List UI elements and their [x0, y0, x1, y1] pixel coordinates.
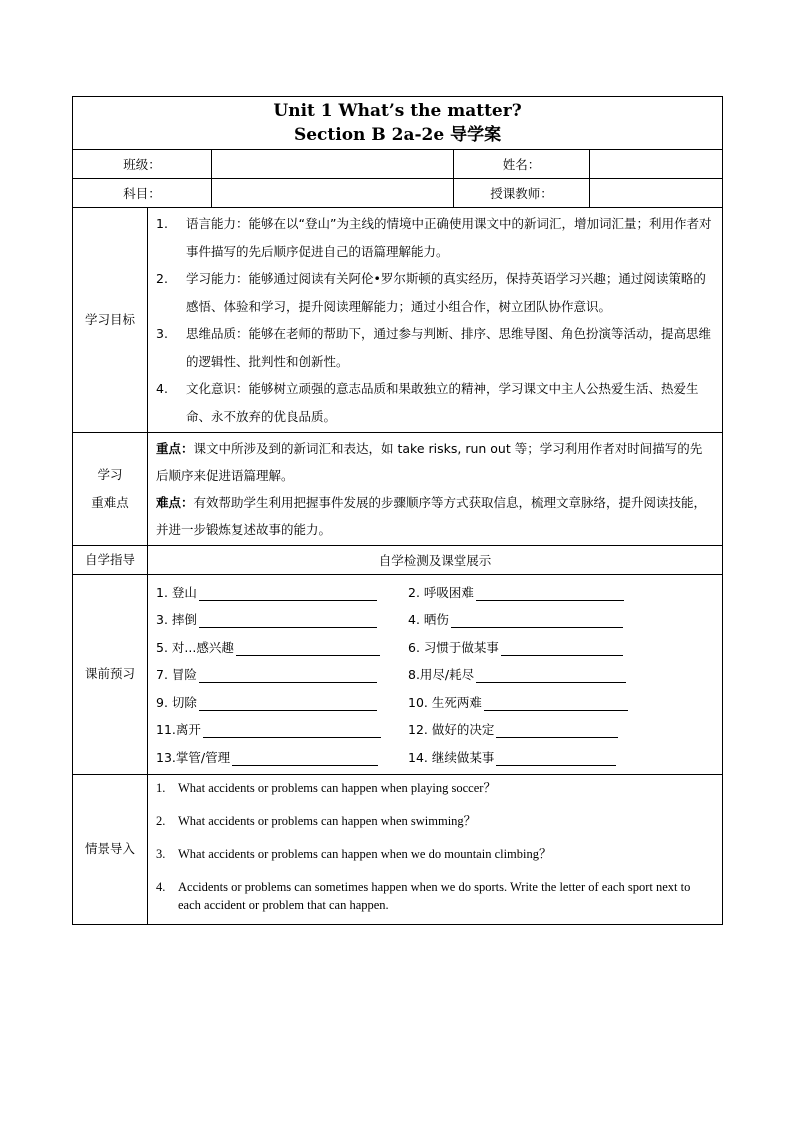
goals-label: 学习目标: [73, 208, 148, 433]
answer-blank[interactable]: [199, 613, 377, 628]
question-number: 3.: [156, 846, 166, 861]
vocab-prompt: 13.掌管/管理: [156, 749, 231, 765]
guide-row: [73, 546, 723, 575]
vocab-item: [408, 665, 660, 688]
question-item: [156, 779, 716, 797]
goal-item: [156, 320, 716, 375]
subject-field[interactable]: [212, 179, 454, 208]
preview-label: 课前预习: [73, 575, 148, 775]
answer-blank[interactable]: [236, 641, 380, 656]
vocab-row: [156, 743, 714, 771]
vocab-item: [156, 693, 408, 716]
key-point-text: 课文中所涉及到的新词汇和表达，如 take risks, run out 等；学习利用作者对时间描写的先后顺序来促进语篇理解。: [156, 441, 703, 483]
vocab-prompt: 4. 晒伤: [408, 612, 449, 627]
goal-number: 3.: [156, 326, 168, 341]
preview-content: [148, 575, 723, 775]
vocab-prompt: 6. 习惯于做某事: [408, 639, 499, 655]
scenario-row: [73, 774, 723, 924]
teacher-label: 授课教师：: [454, 179, 590, 208]
answer-blank[interactable]: [199, 696, 377, 711]
vocab-item: [408, 748, 660, 771]
vocab-prompt: 9. 切除: [156, 694, 197, 710]
guide-label: 自学指导: [73, 546, 148, 575]
vocab-prompt: 14. 继续做某事: [408, 749, 495, 765]
question-text: What accidents or problems can happen when swimming？: [178, 813, 477, 828]
worksheet: [72, 96, 722, 925]
vocab-item: [408, 610, 660, 633]
vocab-item: [408, 638, 660, 661]
difficulty-paragraph: [156, 489, 714, 543]
answer-blank[interactable]: [496, 751, 616, 766]
difficulty-title: 难点：: [156, 495, 194, 510]
vocab-prompt: 10. 生死两难: [408, 694, 482, 710]
vocab-item: [156, 720, 408, 743]
vocab-prompt: 2. 呼吸困难: [408, 584, 474, 600]
title-row: [73, 97, 723, 150]
question-text: Accidents or problems can sometimes happen when we do sports. Write the letter of each sport next to each accident or problem that can happen.: [178, 879, 691, 912]
goal-text: 学习能力：能够通过阅读有关阿伦•罗尔斯顿的真实经历，保持英语学习兴趣；通过阅读策略的感悟、体验和学习，提升阅读理解能力；通过小组合作，树立团队协作意识。: [186, 271, 706, 314]
vocab-row: [156, 688, 714, 716]
key-points-label: [73, 433, 148, 546]
question-text: What accidents or problems can happen when playing soccer？: [178, 780, 496, 795]
goal-number: 4.: [156, 381, 168, 396]
name-label: 姓名：: [454, 150, 590, 179]
difficulty-text: 有效帮助学生利用把握事件发展的步骤顺序等方式获取信息，梳理文章脉络，提升阅读技能，并进一步锻炼复述故事的能力。: [156, 495, 707, 537]
vocab-prompt: 3. 摔倒: [156, 612, 197, 627]
subject-label: 科目：: [73, 179, 212, 208]
key-point-title: 重点：: [156, 441, 194, 456]
goals-content: [148, 208, 723, 433]
info-row-2: [73, 179, 723, 208]
vocab-prompt: 5. 对...感兴趣: [156, 639, 234, 655]
name-field[interactable]: [590, 150, 723, 179]
title-line-2: Section B 2a-2e 导学案: [293, 125, 502, 145]
vocab-item: [156, 638, 408, 661]
question-number: 4.: [156, 879, 166, 894]
goal-text: 语言能力：能够在以“登山”为主线的情境中正确使用课文中的新词汇，增加词汇量；利用作者对事件描写的先后顺序促进自己的语篇理解能力。: [186, 216, 712, 259]
question-item: [156, 845, 716, 863]
goals-row: [73, 208, 723, 433]
guide-header: 自学检测及课堂展示: [148, 546, 723, 575]
answer-blank[interactable]: [476, 668, 626, 683]
info-row-1: [73, 150, 723, 179]
class-field[interactable]: [212, 150, 454, 179]
vocab-row: [156, 661, 714, 689]
answer-blank[interactable]: [496, 723, 618, 738]
vocab-item: [408, 693, 660, 716]
scenario-label: 情景导入: [73, 774, 148, 924]
teacher-field[interactable]: [590, 179, 723, 208]
key-points-label-line-1: 学习: [97, 467, 123, 482]
preview-row: [73, 575, 723, 775]
goal-item: [156, 265, 716, 320]
key-point-paragraph: [156, 435, 714, 489]
question-item: [156, 878, 716, 914]
vocab-item: [408, 720, 660, 743]
question-item: [156, 812, 716, 830]
answer-blank[interactable]: [451, 613, 623, 628]
vocab-prompt: 1. 登山: [156, 584, 197, 600]
scenario-content: [148, 774, 723, 924]
answer-blank[interactable]: [501, 641, 623, 656]
goal-number: 1.: [156, 216, 168, 231]
vocab-row: [156, 578, 714, 606]
vocab-row: [156, 716, 714, 744]
answer-blank[interactable]: [203, 723, 381, 738]
vocab-prompt: 12. 做好的决定: [408, 722, 495, 737]
scenario-questions: [148, 775, 722, 924]
vocab-prompt: 7. 冒险: [156, 667, 197, 682]
question-text: What accidents or problems can happen when we do mountain climbing？: [178, 846, 552, 861]
answer-blank[interactable]: [476, 586, 624, 601]
document-title: [73, 97, 723, 150]
answer-blank[interactable]: [199, 668, 377, 683]
vocab-item: [156, 610, 408, 633]
answer-blank[interactable]: [232, 751, 378, 766]
vocab-row: [156, 606, 714, 634]
vocab-item: [156, 583, 408, 606]
answer-blank[interactable]: [484, 696, 628, 711]
class-label: 班级：: [73, 150, 212, 179]
title-line-1: Unit 1 What’s the matter?: [273, 101, 522, 121]
goal-number: 2.: [156, 271, 168, 286]
question-number: 2.: [156, 813, 166, 828]
goals-list: [148, 208, 722, 432]
goal-item: [156, 210, 716, 265]
key-points-row: [73, 433, 723, 546]
key-points-label-line-2: 重难点: [91, 495, 129, 510]
worksheet-table: [72, 96, 723, 925]
vocab-item: [156, 665, 408, 688]
goal-item: [156, 375, 716, 430]
vocab-prompt: 11.离开: [156, 722, 201, 737]
vocab-item: [156, 748, 408, 771]
goal-text: 思维品质：能够在老师的帮助下，通过参与判断、排序、思维导图、角色扮演等活动，提高思维的逻辑性、批判性和创新性。: [186, 326, 712, 369]
vocab-item: [408, 583, 660, 606]
key-points-content: [148, 433, 723, 546]
answer-blank[interactable]: [199, 586, 377, 601]
vocab-prompt: 8.用尽/耗尽: [408, 667, 475, 682]
vocab-row: [156, 633, 714, 661]
goal-text: 文化意识：能够树立顽强的意志品质和果敢独立的精神，学习课文中主人公热爱生活、热爱生命、永不放弃的优良品质。: [186, 381, 699, 424]
question-number: 1.: [156, 780, 166, 795]
